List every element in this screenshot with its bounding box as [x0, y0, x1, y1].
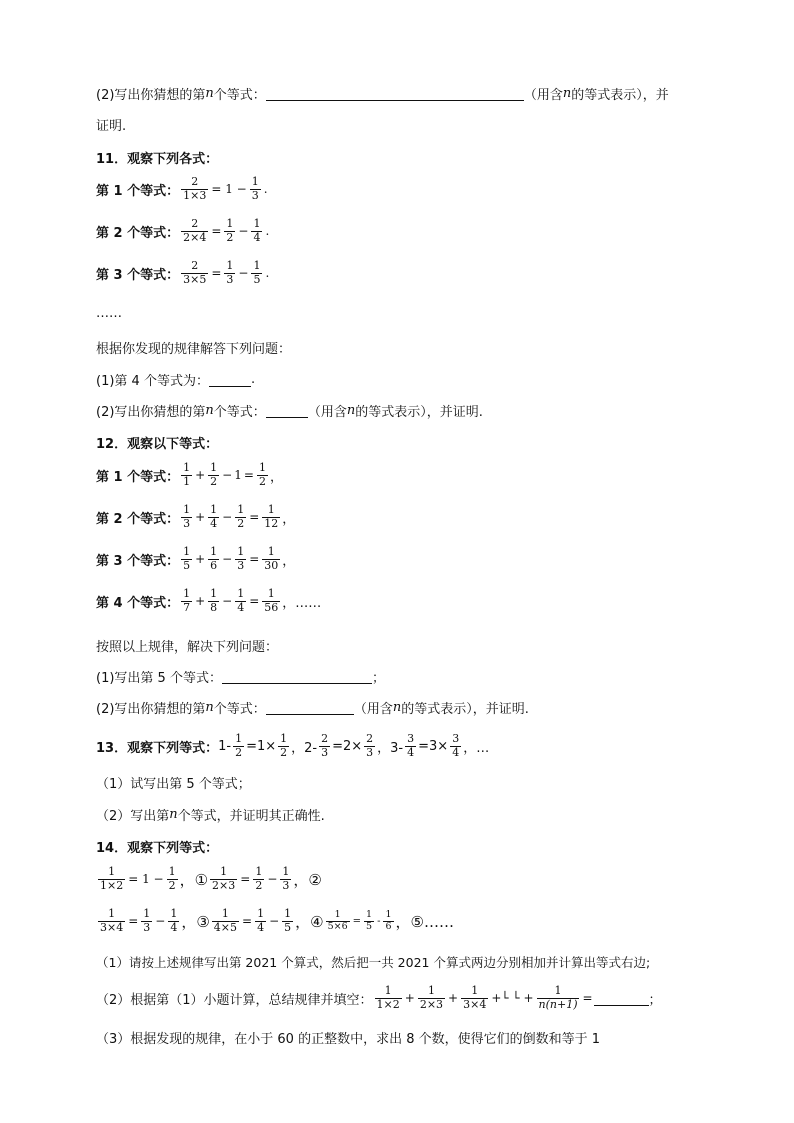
eq-label: 第 2 个等式：: [96, 511, 180, 527]
question-title: 11．观察下列各式：: [96, 152, 219, 167]
fraction: $\frac{1}{3\times 4}$: [463, 984, 487, 1011]
q12-eq3: [96, 546, 295, 572]
math-text: +: [195, 468, 206, 483]
fraction: $\frac{2}{3}$: [366, 732, 374, 759]
fraction: $\frac{1}{3}$: [237, 545, 245, 572]
answer-blank[interactable]: [222, 669, 372, 684]
math-text: =: [211, 266, 222, 281]
eq-label: 第 3 个等式：: [96, 553, 180, 569]
q14-title: [96, 837, 218, 856]
fraction: $\frac{1}{6}$: [210, 545, 218, 572]
var-n: n: [205, 700, 214, 715]
math-text: =: [211, 224, 222, 239]
question-text: 的等式表示），并证明.: [355, 405, 483, 420]
var-n: n: [169, 807, 178, 822]
math-text: .: [263, 182, 268, 197]
math-text: ，3-: [377, 740, 404, 756]
fraction: $\frac{1}{2}$: [280, 732, 288, 759]
fraction: $\frac{2}{3}$: [321, 732, 329, 759]
q12-eq2: [96, 504, 295, 530]
fraction: $\frac{1}{1\times 2}$: [376, 984, 400, 1011]
q12-lead: [96, 636, 278, 655]
punct: ；: [648, 992, 662, 1008]
question-title: 12．观察以下等式：: [96, 437, 219, 452]
fraction: $\frac{1}{5}$: [183, 545, 191, 572]
math-text: = 1 −: [128, 872, 164, 887]
fraction: $\frac{1}{5\times 6}$: [327, 908, 348, 932]
fraction: $\frac{3}{4}$: [407, 732, 415, 759]
punct: ，: [282, 511, 296, 527]
intro-text: (2)写出你猜想的第: [96, 88, 206, 103]
math-text: +└ └ +: [491, 991, 534, 1006]
q14-row2: [96, 908, 454, 934]
fraction: $\frac{1}{3}$: [251, 175, 259, 202]
q14-row1: [96, 866, 322, 892]
intro-text: （用含: [523, 88, 563, 103]
math-text: 1-: [218, 738, 232, 754]
fraction: $\frac{1}{n(n+1)}$: [538, 984, 578, 1011]
question-text: 的等式表示），并证明.: [401, 702, 529, 717]
punct: .: [250, 372, 256, 387]
question-text: (2)写出你猜想的第: [96, 405, 206, 420]
fraction: $\frac{1}{2}$: [226, 217, 234, 244]
intro-part2-line: [96, 84, 669, 103]
circled-marker: ，③: [181, 912, 210, 931]
intro-text: 的等式表示），并: [571, 88, 669, 103]
fraction: $\frac{2}{1\times 3}$: [183, 175, 207, 202]
question-text: 个等式：: [213, 702, 266, 717]
question-text: （3）根据发现的规律，在小于 60 的正整数中，求出 8 个数，使得它们的倒数和等于 1: [96, 1032, 601, 1047]
math-text: =3×: [418, 738, 449, 754]
q11-ellipsis: [96, 306, 122, 321]
fraction: $\frac{2}{2\times 4}$: [183, 217, 207, 244]
fraction: $\frac{1}{2}$: [210, 461, 218, 488]
math-text: +: [195, 552, 206, 567]
q13-title-line: [96, 733, 489, 759]
q13-part2: [96, 805, 325, 824]
fraction: $\frac{1}{2}$: [168, 865, 176, 892]
question-text: （2）写出第: [96, 809, 170, 824]
fraction: $\frac{1}{3}$: [183, 503, 191, 530]
var-n: n: [346, 403, 356, 418]
q11-part1: [96, 370, 255, 389]
math-text: +: [448, 991, 459, 1006]
question-text: 根据你发现的规律解答下列问题：: [96, 342, 292, 357]
fraction: $\frac{1}{4}$: [257, 907, 265, 934]
question-text: （2）根据第（1）小题计算，总结规律并填空：: [96, 992, 373, 1008]
math-text: =: [352, 915, 362, 927]
q12-part1: [96, 667, 385, 686]
question-text: (1)写出第 5 个等式：: [96, 671, 222, 686]
fraction: $\frac{1}{5}$: [284, 907, 292, 934]
fraction: $\frac{1}{3\times 4}$: [100, 907, 124, 934]
math-text: .: [265, 224, 270, 239]
fraction: $\frac{1}{3}$: [282, 865, 290, 892]
math-text: =: [243, 468, 254, 483]
math-text: −: [155, 914, 166, 929]
q14-part3: [96, 1028, 600, 1047]
math-text: −: [267, 872, 278, 887]
fraction: $\frac{1}{7}$: [183, 587, 191, 614]
math-text: −: [269, 914, 280, 929]
answer-blank[interactable]: [266, 403, 308, 418]
math-text: = 1 −: [211, 182, 247, 197]
math-text: =2×: [332, 738, 363, 754]
fraction: $\frac{1}{1}$: [183, 461, 191, 488]
punct: ，: [269, 469, 283, 485]
fraction: $\frac{2}{3\times 5}$: [183, 259, 207, 286]
math-text: −: [238, 224, 249, 239]
eq-label: 第 3 个等式：: [96, 267, 180, 283]
question-text: 按照以上规律，解决下列问题：: [96, 640, 279, 655]
math-text: +: [195, 510, 206, 525]
q14-part2: [96, 985, 662, 1011]
circled-marker: ，⑤……: [395, 912, 454, 931]
math-text: =: [249, 552, 260, 567]
fraction: $\frac{1}{2}$: [258, 461, 266, 488]
eq-label: 第 2 个等式：: [96, 225, 180, 241]
question-text: （1）试写出第 5 个等式；: [96, 777, 251, 792]
q14-part1: [96, 953, 650, 971]
punct: ，: [282, 553, 296, 569]
eq-label: 第 4 个等式：: [96, 595, 180, 611]
math-text: =1×: [246, 738, 277, 754]
math-text: =: [242, 914, 253, 929]
var-n: n: [562, 86, 572, 101]
punct: ，……: [282, 595, 322, 611]
fraction: $\frac{1}{56}$: [264, 587, 279, 614]
fraction: $\frac{1}{4}$: [170, 907, 178, 934]
q12-eq4: [96, 588, 321, 614]
intro-text: 个等式：: [213, 88, 266, 103]
question-text: 个等式，并证明其正确性.: [177, 809, 325, 824]
q12-eq1: [96, 462, 283, 488]
math-text: −: [222, 468, 233, 483]
fraction: $\frac{1}{4}$: [210, 503, 218, 530]
math-text: =: [249, 510, 260, 525]
question-text: （用含: [353, 702, 393, 717]
fraction: $\frac{1}{3}$: [143, 907, 151, 934]
circled-marker: ，①: [179, 870, 209, 889]
eq-label: 第 1 个等式：: [96, 469, 180, 485]
circled-marker: ，④: [295, 912, 324, 931]
math-text: ，2-: [291, 740, 318, 756]
question-text: 个等式：: [213, 405, 266, 420]
answer-blank[interactable]: [594, 991, 649, 1006]
math-text: 1: [234, 468, 242, 483]
math-text: -: [377, 915, 381, 927]
fraction: $\frac{1}{2}$: [235, 732, 243, 759]
q11-eq1: [96, 176, 269, 202]
math-text: +: [404, 991, 415, 1006]
var-n: n: [205, 86, 214, 101]
fraction: $\frac{1}{2}$: [255, 865, 263, 892]
q11-part2: [96, 401, 483, 420]
fraction: $\frac{1}{8}$: [210, 587, 218, 614]
math-text: .: [265, 266, 270, 281]
fraction: $\frac{1}{3}$: [226, 259, 234, 286]
fraction: $\frac{1}{30}$: [264, 545, 279, 572]
answer-blank[interactable]: [266, 86, 524, 101]
question-title: 14．观察下列等式：: [96, 841, 219, 856]
math-text: −: [222, 510, 233, 525]
question-text: （1）请按上述规律写出第 2021 个算式，然后把一共 2021 个算式两边分别相加并计算出等式右边;: [96, 955, 651, 970]
answer-blank[interactable]: [266, 700, 354, 715]
fraction: $\frac{1}{4\times 5}$: [213, 907, 238, 934]
fraction: $\frac{1}{12}$: [264, 503, 279, 530]
q12-part2: [96, 698, 529, 717]
math-text: −: [222, 552, 233, 567]
fraction: $\frac{1}{2}$: [237, 503, 245, 530]
fraction: $\frac{1}{1\times 2}$: [100, 865, 124, 892]
fraction: $\frac{1}{4}$: [253, 217, 261, 244]
intro-text: 证明.: [96, 119, 127, 134]
fraction: $\frac{1}{6}$: [385, 908, 392, 932]
eq-label: 第 1 个等式：: [96, 183, 180, 199]
math-text: =: [249, 594, 260, 609]
math-text: −: [222, 594, 233, 609]
fraction: $\frac{1}{5}$: [366, 908, 373, 932]
question-text: （用含: [307, 405, 347, 420]
var-n: n: [205, 403, 214, 418]
math-text: ，…: [463, 740, 490, 756]
math-text: +: [195, 594, 206, 609]
question-text: (2)写出你猜想的第: [96, 702, 206, 717]
q11-title: [96, 148, 218, 167]
q13-part1: [96, 773, 251, 792]
fraction: $\frac{1}{4}$: [237, 587, 245, 614]
q12-title: [96, 433, 218, 452]
fraction: $\frac{1}{2\times 3}$: [212, 865, 236, 892]
q11-eq2: [96, 218, 270, 244]
fraction: $\frac{3}{4}$: [452, 732, 460, 759]
math-text: =: [582, 991, 593, 1006]
circled-marker: ，②: [293, 870, 322, 889]
var-n: n: [392, 700, 402, 715]
math-text: =: [240, 872, 251, 887]
math-text: −: [238, 266, 249, 281]
punct: ；: [371, 671, 385, 686]
q11-eq3: [96, 260, 270, 286]
intro-continued: [96, 115, 126, 134]
q11-lead: [96, 338, 291, 357]
math-text: =: [128, 914, 139, 929]
fraction: $\frac{1}{5}$: [253, 259, 261, 286]
ellipsis: ……: [96, 306, 122, 321]
question-title: 13．观察下列等式：: [96, 740, 219, 756]
answer-blank[interactable]: [209, 372, 251, 387]
question-text: (1)第 4 个等式为：: [96, 374, 209, 389]
fraction: $\frac{1}{2\times 3}$: [419, 984, 444, 1011]
